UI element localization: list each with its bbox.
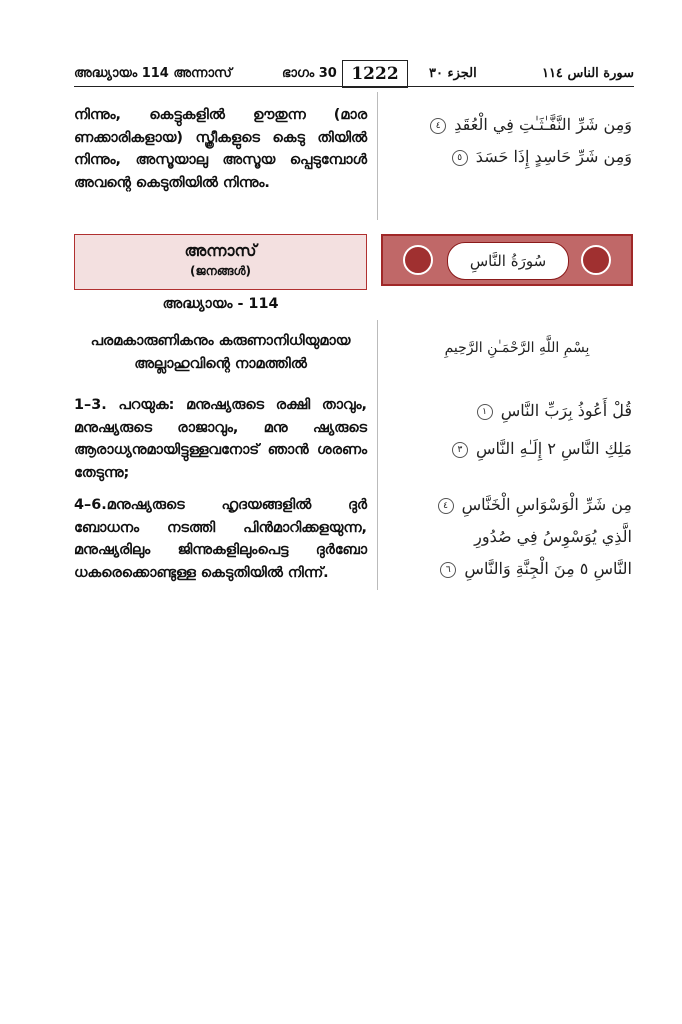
verses-1-3-arabic [402, 398, 632, 468]
bismillah-arabic: بِسْمِ اللَّهِ الرَّحْمَـٰنِ الرَّحِيمِ [444, 340, 590, 356]
arabic-verse-line: وَمِن شَرِّ حَاسِدٍ إِذَا حَسَدَ ٥ [402, 144, 632, 176]
column-divider-top [377, 92, 378, 220]
verse-number: ٣ [452, 442, 468, 458]
verse-number: ٦ [440, 562, 456, 578]
header-part: ഭാഗം 30 [282, 66, 337, 81]
header-surah: سورة الناس ١١٤ [541, 66, 634, 81]
header-juz: الجزء ٣٠ [429, 66, 477, 81]
header-rule [74, 86, 634, 87]
arabic-verse-line: الَّذِي يُوَسْوِسُ فِي صُدُورِ [474, 527, 632, 546]
verse-number: ١ [477, 404, 493, 420]
verses-1-3-malayalam: 1–3. പറയുക: മനുഷ്യരുടെ രക്ഷി താവും, മനുഷ്യരുടെ രാജാവും, മനു ഷ്യരുടെ ആരാധ്യനുമായിട്ടുള്ളവനോട് ഞാൻ ശരണം തേടുന്നു; [74, 397, 367, 481]
chapter-line: അദ്ധ്യായം - 114 [162, 296, 279, 312]
verses-4-6-malayalam: 4–6.മനുഷ്യരുടെ ഹൃദയങ്ങളിൽ ദുർ ബോധനം നടത്തി പിൻമാറിക്കളയുന്ന, മനുഷ്യരിലും ജിന്നുകളിലുംപെട്ട ദുർബോ ധകരെക്കൊണ്ടുള്ള കെടുതിയിൽ നിന്ന്. [74, 497, 367, 581]
verse-number: ٤ [438, 498, 454, 514]
arabic-verse-line: مَلِكِ النَّاسِ ٢ إِلَـٰهِ النَّاسِ ٣ [402, 436, 632, 468]
surah-title: അന്നാസ് [184, 241, 257, 260]
rosette-ornament-icon [403, 245, 433, 275]
top-malayalam-text: നിന്നും, കെട്ടുകളിൽ ഊതുന്ന (മാര ണക്കാരികളായ) സ്ത്രീകളുടെ കെടു തിയിൽ നിന്നും, അസൂയാലു അസൂയ പ്പെടുമ്പോൾ അവന്റെ കെടുതിയിൽ നിന്നും. [74, 107, 367, 191]
arabic-verse-line: مِن شَرِّ الْوَسْوَاسِ الْخَنَّاسِ ٤ [402, 492, 632, 524]
header-chapter: അദ്ധ്യായം 114 അന്നാസ് [74, 66, 232, 81]
arabic-verse-line: وَمِن شَرِّ النَّفَّـٰثَـٰتِ فِي الْعُقَدِ ٤ [402, 112, 632, 144]
verse-number: ٤ [430, 118, 446, 134]
arabic-verse-line: النَّاسِ ٥ مِنَ الْجِنَّةِ وَالنَّاسِ ٦ [402, 556, 632, 588]
verse-number: ٥ [452, 150, 468, 166]
arabic-verse-line: قُلْ أَعُوذُ بِرَبِّ النَّاسِ ١ [402, 398, 632, 436]
bismillah-malayalam: പരമകാരുണികനും കരുണാനിധിയുമായ അല്ലാഹുവിന്റെ നാമത്തിൽ [90, 333, 351, 372]
surah-title-box [74, 234, 367, 290]
column-divider-bottom [377, 320, 378, 590]
verses-4-6-arabic [402, 492, 632, 588]
top-arabic-verses [402, 112, 632, 176]
page-number: 1222 [342, 60, 408, 88]
rosette-ornament-icon [581, 245, 611, 275]
banner-arabic-title: سُورَةُ النَّاسِ [447, 242, 569, 280]
surah-banner [381, 234, 633, 286]
page-header [74, 60, 634, 88]
surah-subtitle: (ജനങ്ങൾ) [190, 264, 251, 278]
